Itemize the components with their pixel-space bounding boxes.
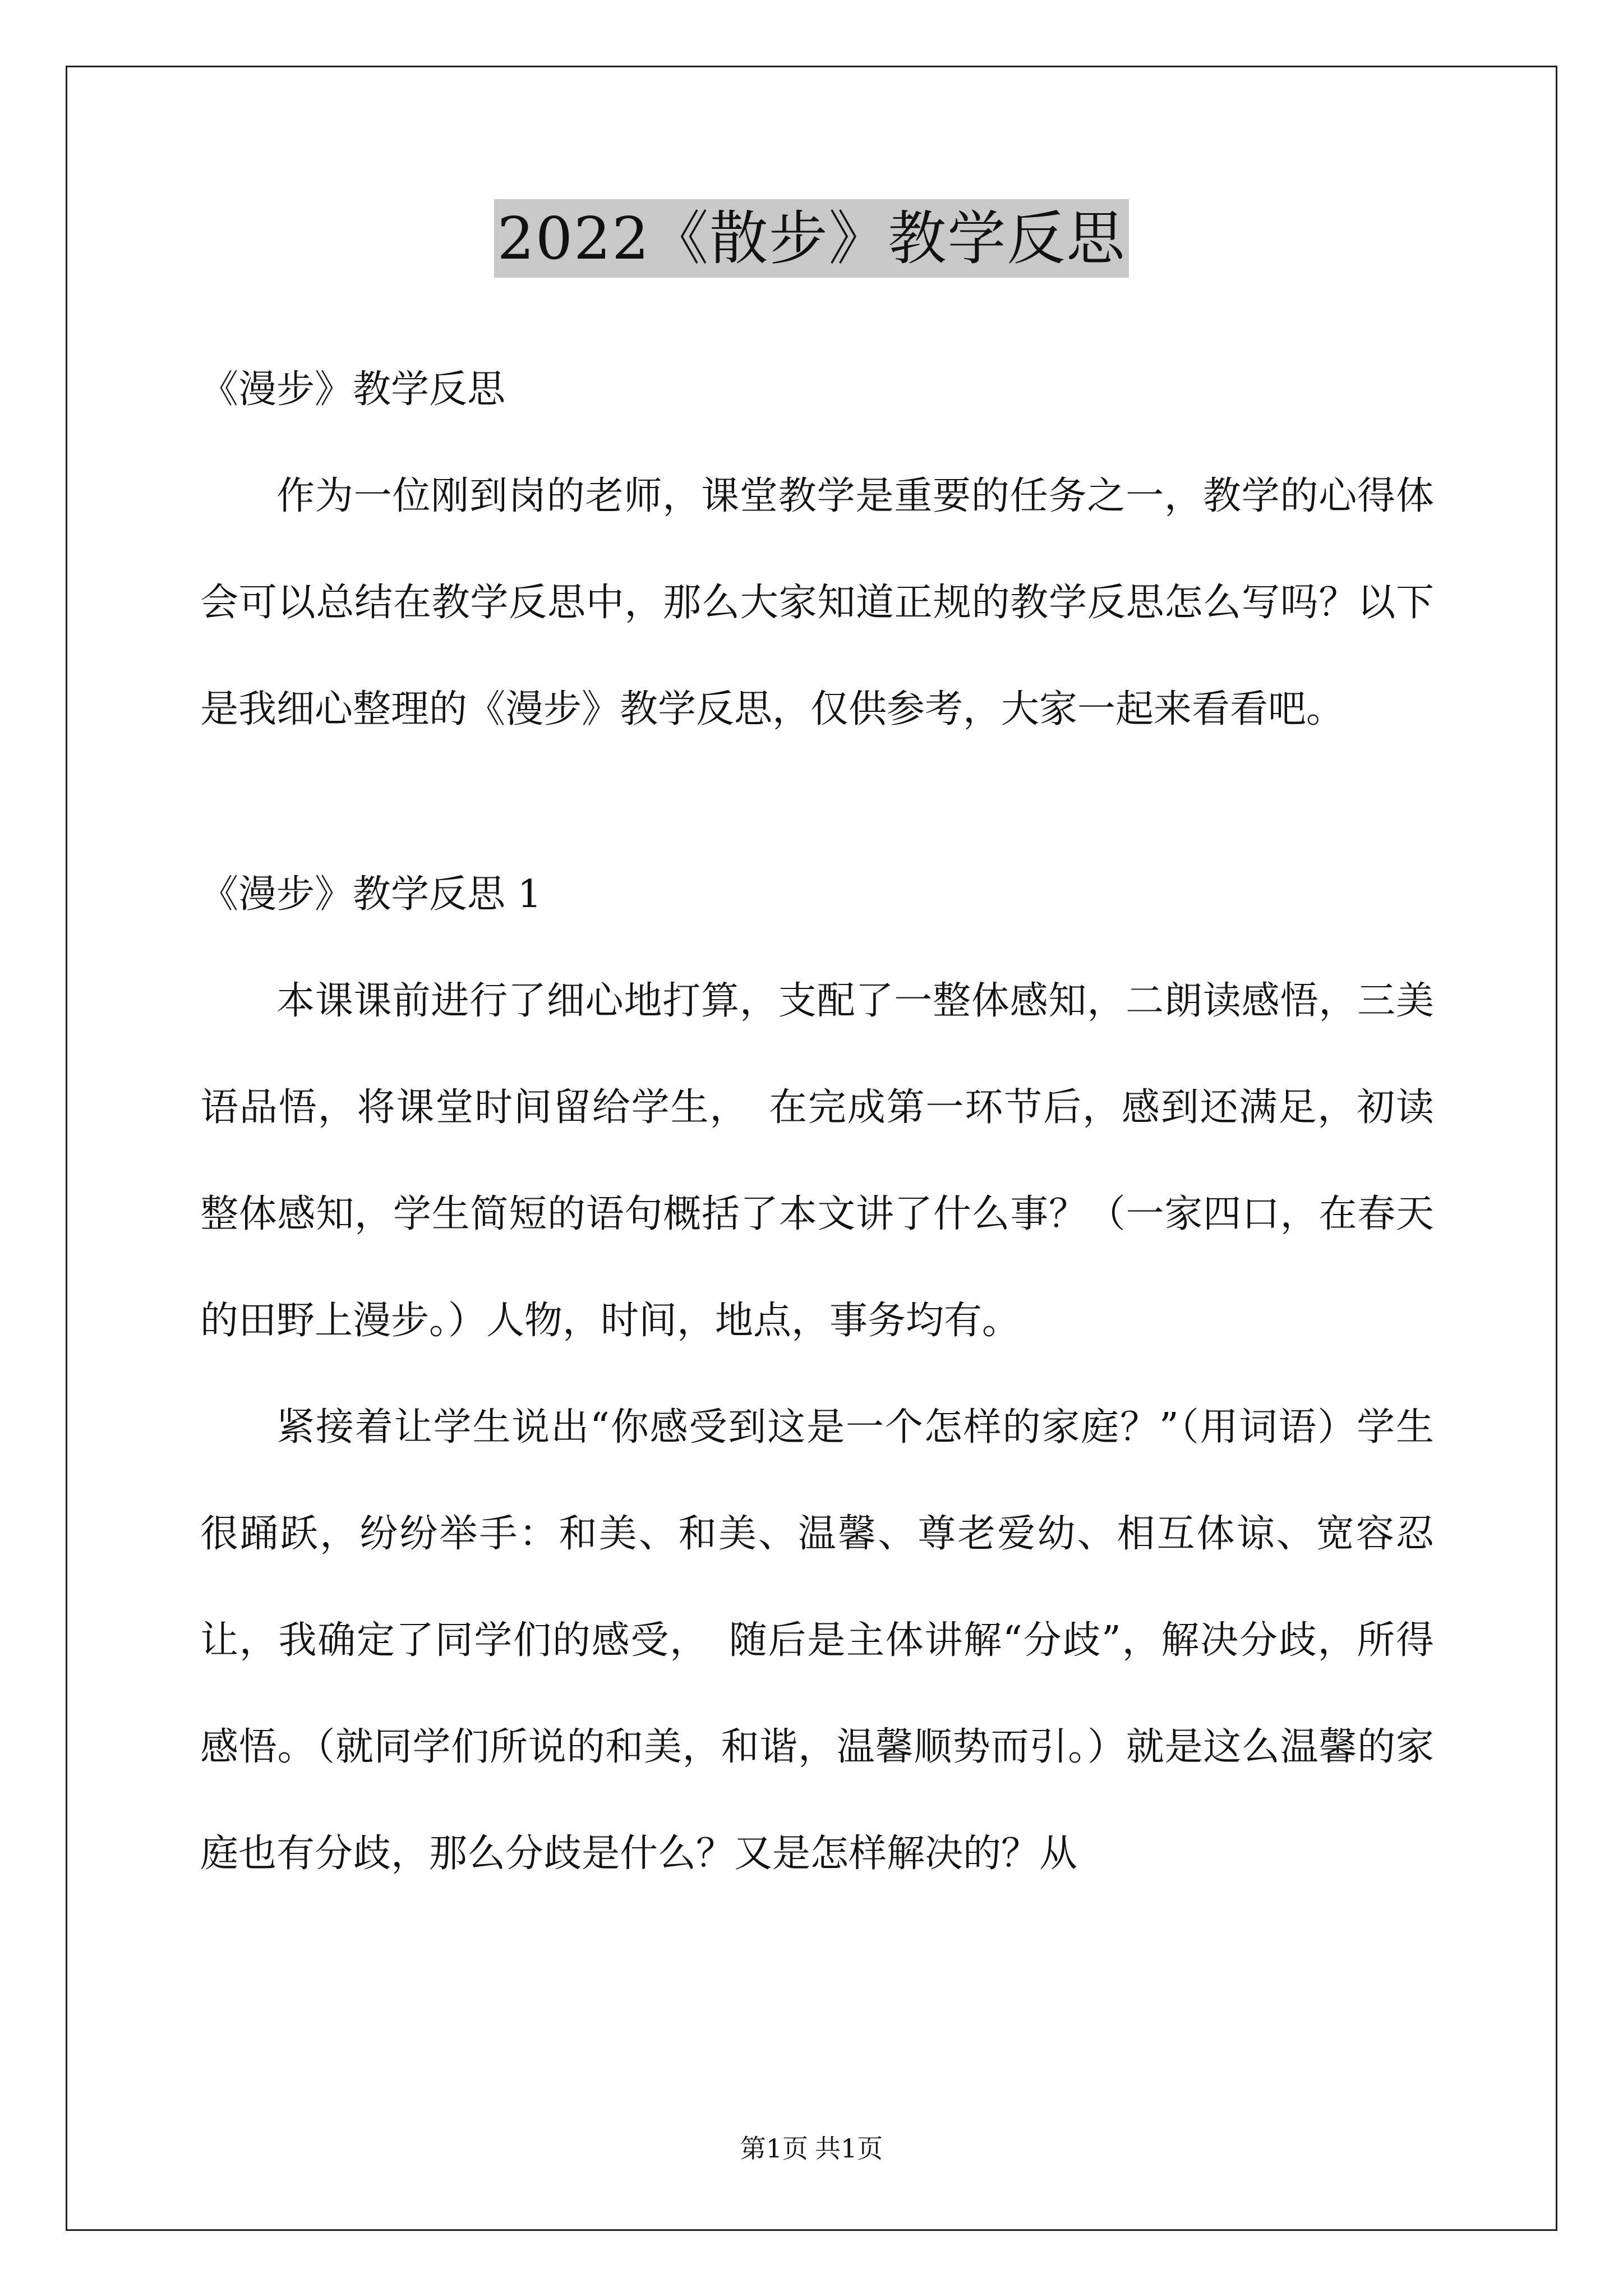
section-heading: 《漫步》教学反思 1 [200, 872, 542, 917]
section-spacer [200, 763, 1434, 841]
page-footer [0, 2132, 1623, 2165]
section-heading: 《漫步》教学反思 [200, 367, 506, 412]
title-container [0, 199, 1623, 278]
paragraph: 作为一位刚到岗的老师，课堂教学是重要的任务之一，教学的心得体会可以总结在教学反思中，那么大家知道正规的教学反思怎么写吗？以下是我细心整理的《漫步》教学反思，仅供参考，大家一起来看看吧。 [200, 474, 1434, 731]
page-total: 共1页 [815, 2133, 883, 2164]
paragraph: 紧接着让学生说出“你感受到这是一个怎样的家庭？”（用词语）学生很踊跃，纷纷举手：和美、和美、温馨、尊老爱幼、相互体谅、宽容忍让，我确定了同学们的感受， 随后是主体讲解“分歧”，解决分歧，所得感悟。（就同学们所说的和美，和谐，温馨顺势而引。）就是这么温馨的家庭也有分歧，那么分歧是什么？又是怎样解决的？从 [200, 1405, 1434, 1876]
page-number: 第1页 [740, 2133, 808, 2164]
document-body [200, 337, 1434, 1907]
document-title: 2022《散步》教学反思 [494, 199, 1129, 278]
paragraph: 本课课前进行了细心地打算，支配了一整体感知，二朗读感悟，三美语品悟，将课堂时间留给学生， 在完成第一环节后，感到还满足，初读整体感知，学生简短的语句概括了本文讲了什么事？（一家四口，在春天的田野上漫步。）人物，时间，地点，事务均有。 [200, 979, 1434, 1343]
